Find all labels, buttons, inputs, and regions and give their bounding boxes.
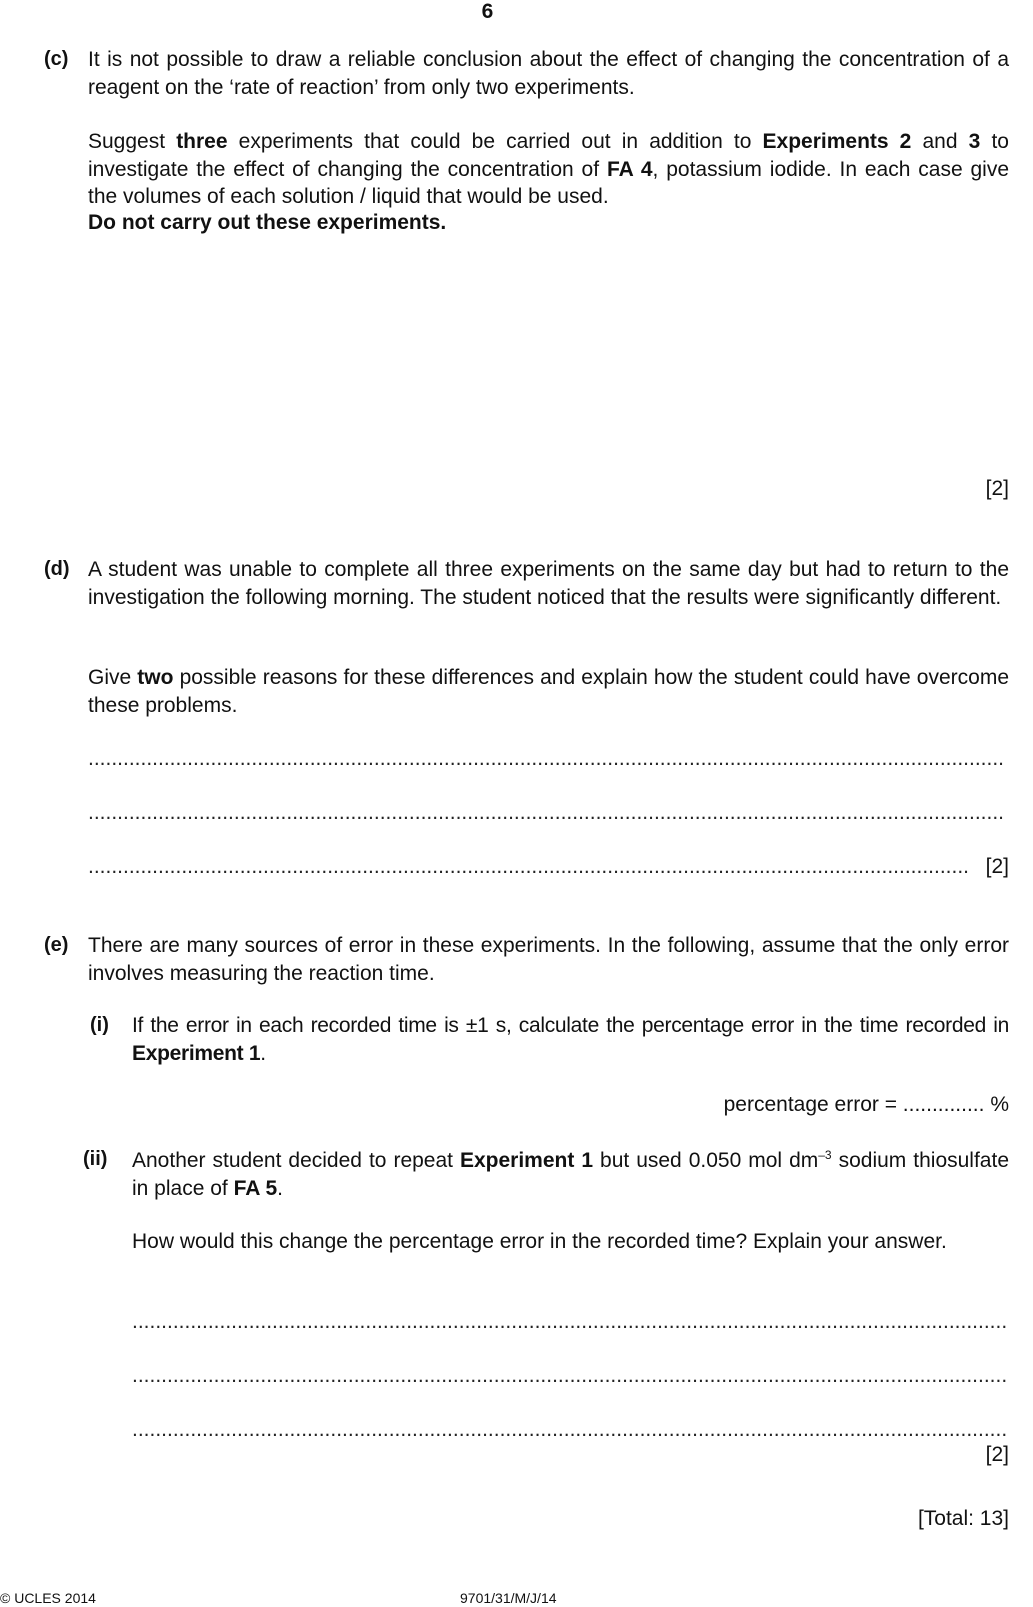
page-number: 6 [481, 0, 494, 23]
question-c-warning: Do not carry out these experiments. [88, 211, 447, 234]
percentage-error-answer[interactable]: percentage error = .............. % [723, 1093, 1009, 1116]
answer-line[interactable]: ...................................................................................................................................................... [132, 1418, 1008, 1441]
answer-line[interactable]: ....................................................................................................................................................... [88, 855, 970, 878]
answer-line[interactable]: ...................................................................................................................................................... [132, 1310, 1008, 1333]
question-e-i-text: If the error in each recorded time is ±1 s, calculate the percentage error in the time recorded in Experiment 1. [132, 1014, 1009, 1065]
total-marks: [Total: 13] [917, 1507, 1009, 1530]
question-label-d: (d) [44, 558, 70, 580]
marks-e: [2] [985, 1443, 1009, 1466]
question-label-c: (c) [44, 48, 69, 70]
answer-line[interactable]: ............................................................................................................................................................. [88, 801, 1005, 824]
answer-line[interactable]: ...................................................................................................................................................... [132, 1364, 1008, 1387]
marks-d: [2] [985, 855, 1009, 878]
question-e-ii-text: Another student decided to repeat Experiment 1 but used 0.050 mol $dm^{-3}$ sodium thiosulfate in place of FA 5. [132, 1148, 1010, 1200]
footer-paper-code: 9701/31/M/J/14 [460, 1590, 557, 1606]
question-label-e-ii: (ii) [83, 1148, 108, 1170]
question-c-intro: It is not possible to draw a reliable conclusion about the effect of changing the concentration of a reagent on the ‘rate of reaction’ from only two experiments. [88, 48, 1009, 99]
question-e-ii-question: How would this change the percentage error in the recorded time? Explain your answer. [132, 1230, 947, 1253]
footer-copyright: © UCLES 2014 [0, 1590, 96, 1606]
question-d-instruction: Give two possible reasons for these differences and explain how the student could have overcome these problems. [88, 666, 1009, 717]
question-c-instruction: Suggest three experiments that could be carried out in addition to Experiments 2 and 3 to investigate the effect of changing the concentration of FA 4, potassium iodide. In each case give the volumes of each solution / liquid that would be used. [88, 130, 1009, 208]
marks-c: [2] [985, 477, 1009, 500]
question-label-e: (e) [44, 934, 69, 956]
question-e-intro: There are many sources of error in these experiments. In the following, assume that the only error involves measuring the reaction time. [88, 934, 1009, 985]
question-label-e-i: (i) [90, 1014, 109, 1036]
question-d-intro: A student was unable to complete all three experiments on the same day but had to return to the investigation the following morning. The student noticed that the results were significantly different. [88, 558, 1009, 609]
answer-line[interactable]: ............................................................................................................................................................. [88, 747, 1005, 770]
